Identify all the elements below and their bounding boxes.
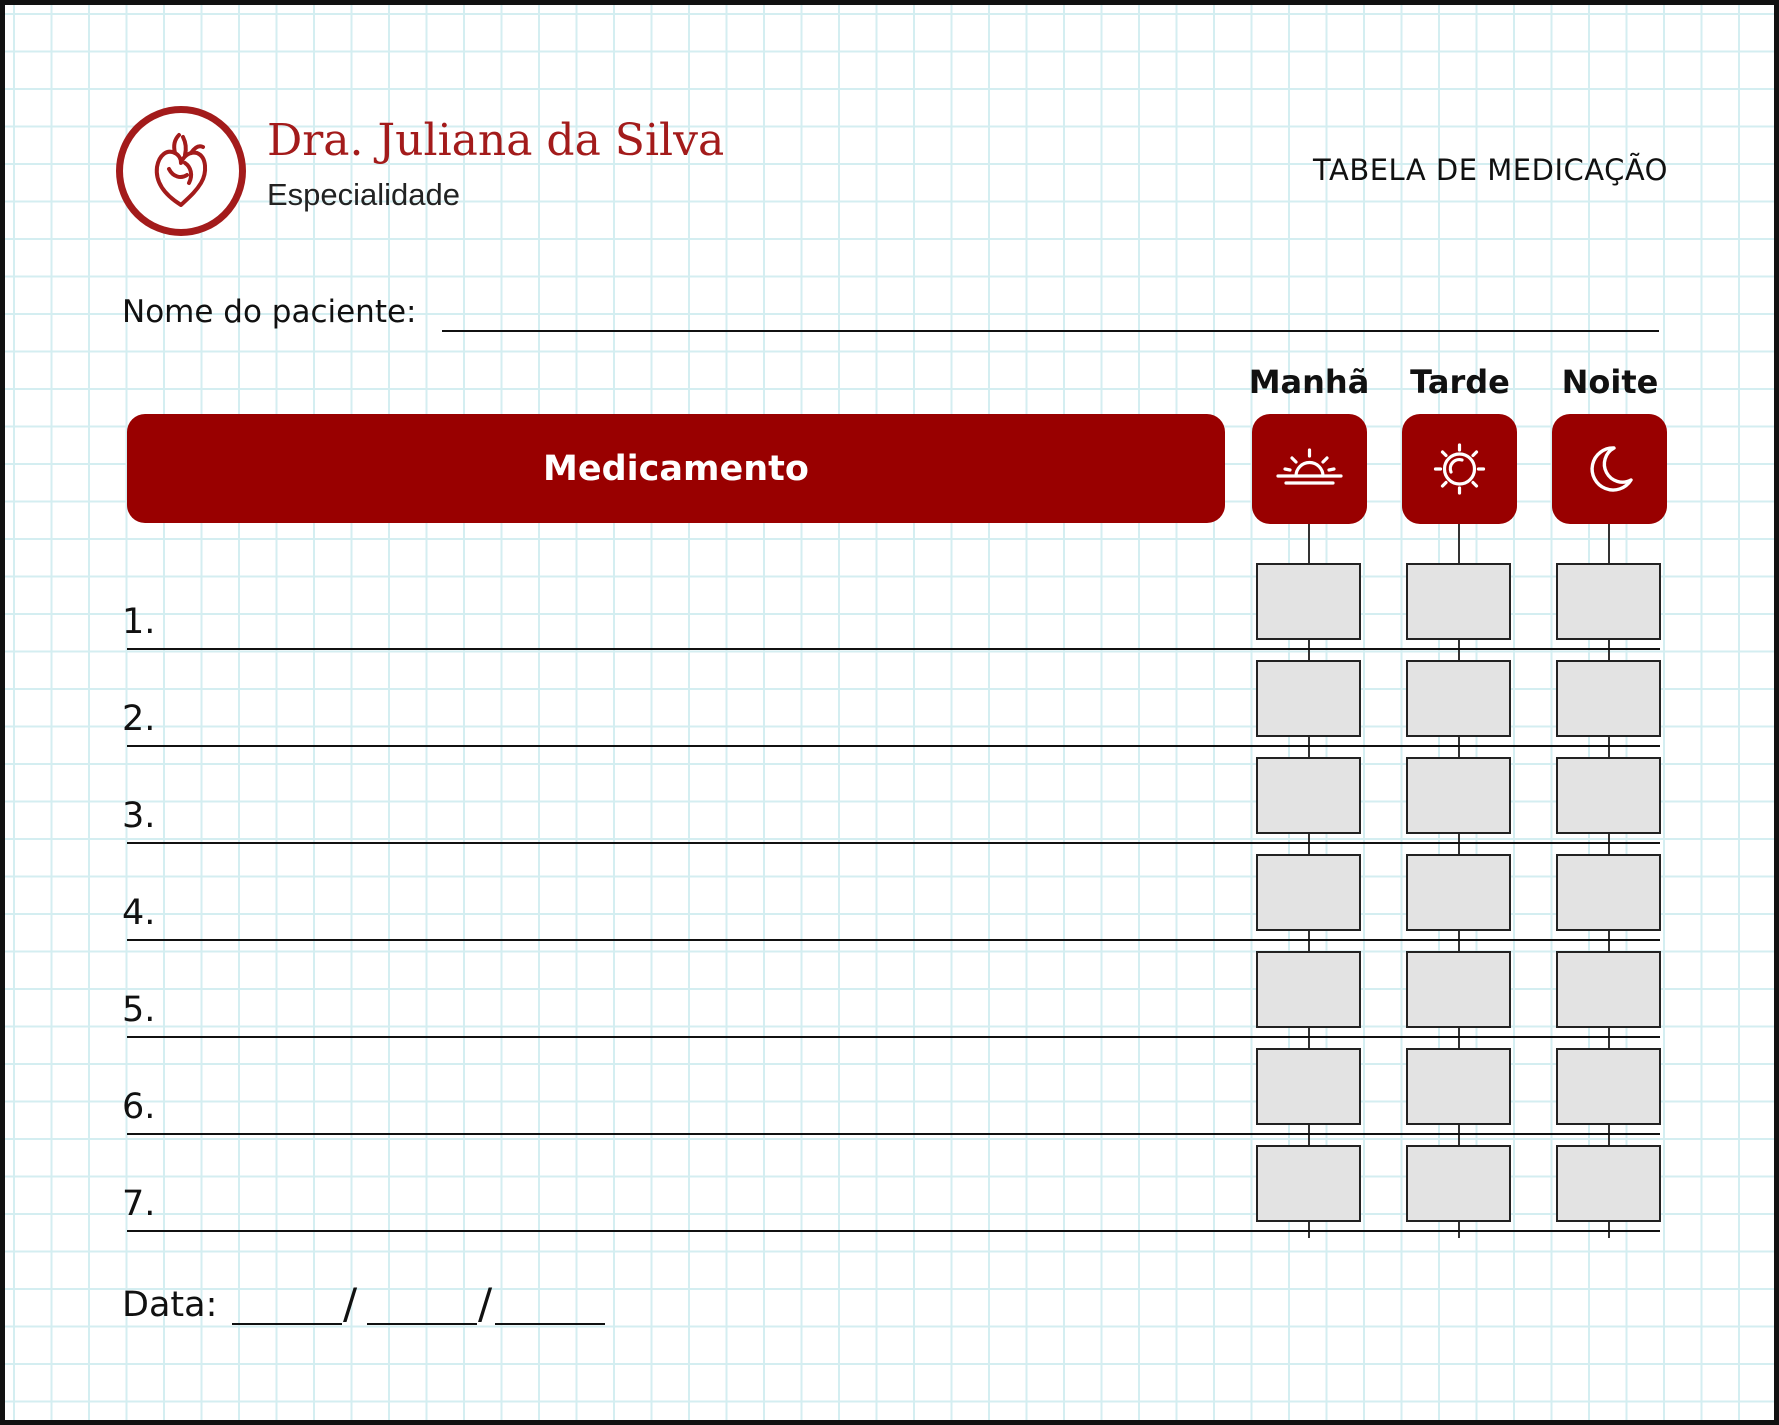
row-number: 3. (122, 796, 156, 836)
column-label-afternoon: Tarde (1410, 363, 1510, 401)
row-number: 7. (122, 1184, 156, 1224)
page-title: TABELA DE MEDICAÇÃO (1313, 153, 1668, 187)
column-label-morning: Manhã (1248, 363, 1370, 401)
checkbox-morning[interactable] (1256, 563, 1361, 640)
checkbox-morning[interactable] (1256, 1048, 1361, 1125)
checkbox-night[interactable] (1556, 757, 1661, 834)
medication-name-field[interactable] (127, 1036, 1660, 1038)
row-number: 2. (122, 699, 156, 739)
checkbox-night[interactable] (1556, 1048, 1661, 1125)
checkbox-morning[interactable] (1256, 1145, 1361, 1222)
checkbox-night[interactable] (1556, 854, 1661, 931)
checkbox-afternoon[interactable] (1406, 757, 1511, 834)
medication-name-field[interactable] (127, 1133, 1660, 1135)
patient-name-label: Nome do paciente: (122, 294, 417, 330)
checkbox-night[interactable] (1556, 563, 1661, 640)
medication-name-field[interactable] (127, 1230, 1660, 1232)
checkbox-afternoon[interactable] (1406, 854, 1511, 931)
row-number: 6. (122, 1087, 156, 1127)
night-icon-badge (1552, 414, 1667, 524)
date-day-field[interactable] (232, 1323, 342, 1325)
date-month-field[interactable] (367, 1323, 477, 1325)
checkbox-afternoon[interactable] (1406, 563, 1511, 640)
checkbox-afternoon[interactable] (1406, 1048, 1511, 1125)
sun-icon (1402, 414, 1517, 524)
checkbox-morning[interactable] (1256, 951, 1361, 1028)
medication-name-field[interactable] (127, 842, 1660, 844)
date-separator: / (343, 1279, 358, 1328)
row-number: 5. (122, 990, 156, 1030)
column-label-night: Noite (1561, 363, 1659, 401)
checkbox-afternoon[interactable] (1406, 1145, 1511, 1222)
checkbox-afternoon[interactable] (1406, 660, 1511, 737)
morning-icon-badge (1252, 414, 1367, 524)
sunrise-icon (1252, 414, 1367, 524)
logo (116, 106, 246, 236)
row-number: 1. (122, 602, 156, 642)
checkbox-night[interactable] (1556, 660, 1661, 737)
doctor-name: Dra. Juliana da Silva (267, 115, 725, 166)
moon-icon (1552, 414, 1667, 524)
checkbox-afternoon[interactable] (1406, 951, 1511, 1028)
date-separator: / (478, 1279, 493, 1328)
date-label: Data: (122, 1285, 218, 1325)
heart-icon (123, 113, 239, 229)
medication-header-label: Medicamento (543, 448, 809, 489)
checkbox-night[interactable] (1556, 1145, 1661, 1222)
checkbox-morning[interactable] (1256, 660, 1361, 737)
checkbox-morning[interactable] (1256, 757, 1361, 834)
medication-name-field[interactable] (127, 745, 1660, 747)
checkbox-night[interactable] (1556, 951, 1661, 1028)
checkbox-morning[interactable] (1256, 854, 1361, 931)
row-number: 4. (122, 893, 156, 933)
specialty: Especialidade (267, 177, 461, 212)
medication-name-field[interactable] (127, 648, 1660, 650)
medication-name-field[interactable] (127, 939, 1660, 941)
medication-header (127, 414, 1225, 523)
date-year-field[interactable] (495, 1323, 605, 1325)
patient-name-field[interactable] (442, 330, 1659, 332)
afternoon-icon-badge (1402, 414, 1517, 524)
